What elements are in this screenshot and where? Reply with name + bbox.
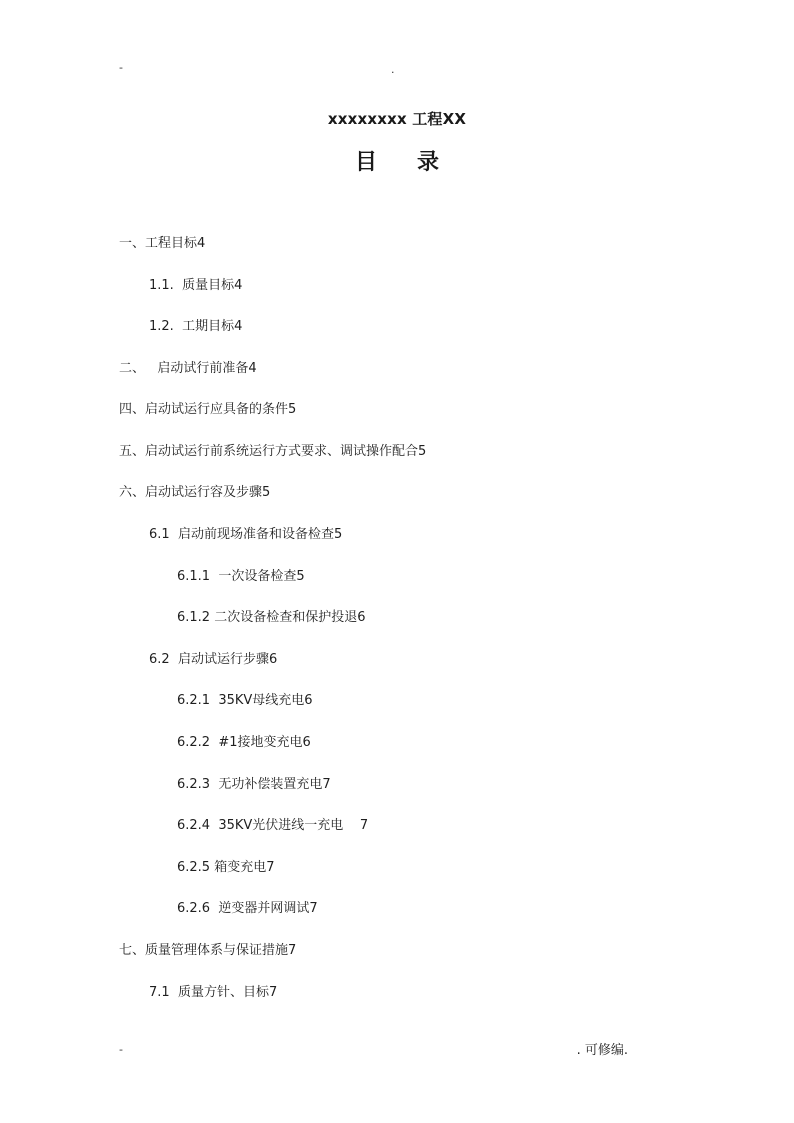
toc-entry-6-1-1[interactable]: 6.1.1 一次设备检查5 xyxy=(177,569,305,584)
toc-entry-2[interactable]: 二、 启动试行前准备4 xyxy=(119,361,257,376)
footer-editable-note: . 可修编. xyxy=(576,1043,628,1058)
toc-entry-5[interactable]: 五、启动试运行前系统运行方式要求、调试操作配合5 xyxy=(119,444,427,459)
footer-left-mark: - xyxy=(119,1043,123,1056)
toc-entry-6-2[interactable]: 6.2 启动试运行步骤6 xyxy=(149,652,278,667)
header-center-mark: . xyxy=(391,63,395,76)
toc-entry-7-1[interactable]: 7.1 质量方针、目标7 xyxy=(149,985,278,1000)
toc-entry-6[interactable]: 六、启动试运行容及步骤5 xyxy=(119,485,271,500)
toc-entry-6-2-6[interactable]: 6.2.6 逆变器并网调试7 xyxy=(177,901,318,916)
toc-entry-7[interactable]: 七、质量管理体系与保证措施7 xyxy=(119,943,297,958)
toc-entry-6-2-2[interactable]: 6.2.2 #1接地变充电6 xyxy=(177,735,311,750)
toc-heading xyxy=(0,145,794,176)
toc-heading-char-2: 录 xyxy=(417,150,440,175)
document-title: xxxxxxxx 工程XX xyxy=(327,110,467,128)
toc-entry-6-2-1[interactable]: 6.2.1 35KV母线充电6 xyxy=(177,693,313,708)
toc-entry-1-1[interactable]: 1.1. 质量目标4 xyxy=(149,278,243,293)
toc-entry-1[interactable]: 一、工程目标4 xyxy=(119,236,206,251)
toc-entry-6-2-3[interactable]: 6.2.3 无功补偿装置充电7 xyxy=(177,777,331,792)
toc-entry-6-2-5[interactable]: 6.2.5 箱变充电7 xyxy=(177,860,275,875)
toc-heading-char-1: 目 xyxy=(354,150,377,175)
toc-entry-6-1-2[interactable]: 6.1.2 二次设备检查和保护投退6 xyxy=(177,610,366,625)
toc-entry-1-2[interactable]: 1.2. 工期目标4 xyxy=(149,319,243,334)
toc-entry-4[interactable]: 四、启动试运行应具备的条件5 xyxy=(119,402,297,417)
header-left-mark: - xyxy=(119,61,123,74)
toc-entry-6-2-4[interactable]: 6.2.4 35KV光伏进线一充电 7 xyxy=(177,818,369,833)
toc-entry-6-1[interactable]: 6.1 启动前现场准备和设备检查5 xyxy=(149,527,343,542)
